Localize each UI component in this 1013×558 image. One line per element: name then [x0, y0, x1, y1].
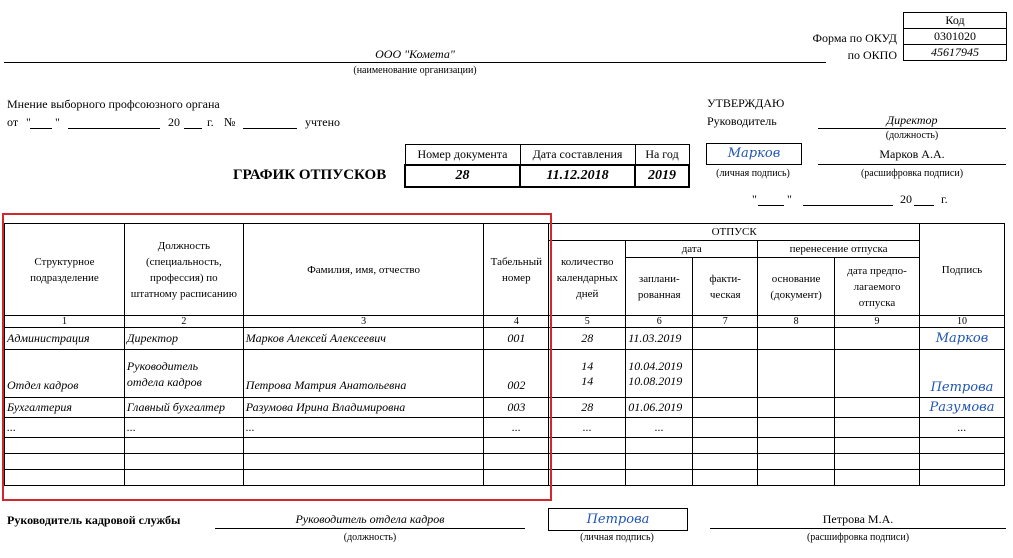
row-expected [835, 328, 920, 350]
row-planned: 01.06.2019 [626, 398, 693, 418]
row-planned-1: 10.04.2019 [628, 358, 683, 373]
row-days [549, 350, 626, 398]
org-line [4, 62, 826, 63]
okpo-label: по ОКПО [847, 48, 897, 62]
row-position: ... [124, 418, 243, 438]
doc-date: 11.12.2018 [520, 165, 635, 187]
row-tab: 003 [484, 398, 549, 418]
footer-signature: Петрова [548, 508, 688, 531]
codes-table [903, 12, 1007, 61]
doc-title: ГРАФИК ОТПУСКОВ [233, 167, 387, 183]
approve-position-caption: (должность) [885, 130, 939, 141]
union-opinion: Мнение выборного профсоюзного органа [7, 97, 220, 111]
col-num-1: 1 [5, 316, 125, 328]
header-actual: факти- ческая [693, 258, 758, 316]
row-planned-2: 10.08.2019 [628, 373, 683, 388]
approve-decoding-caption: (расшифровка подписи) [860, 168, 964, 179]
approve-signature-caption: (личная подпись) [716, 168, 790, 179]
row-days: 28 [549, 398, 626, 418]
row-position-line2: отдела кадров [126, 374, 202, 389]
row-dept: Администрация [5, 328, 125, 350]
row-expected [835, 418, 920, 438]
approve-signature: Марков [706, 143, 802, 165]
row-expected [835, 350, 920, 398]
row-tab: 002 [484, 350, 549, 398]
header-vacation: ОТПУСК [549, 224, 920, 241]
row-planned: ... [626, 418, 693, 438]
approve-decoding-line [818, 164, 1006, 165]
col-num-2: 2 [124, 316, 243, 328]
col-num-5: 5 [549, 316, 626, 328]
row-name: Петрова Матрия Анатольевна [243, 350, 484, 398]
header-sign: Подпись [919, 224, 1004, 316]
header-dept: Структурное подразделение [5, 224, 125, 316]
doc-year-header: На год [635, 145, 689, 165]
row-days-1: 14 [581, 358, 594, 373]
footer-label: Руководитель кадровой службы [7, 513, 181, 527]
row-signature: Петрова [930, 380, 994, 395]
approve-head-label: Руководитель [707, 114, 777, 128]
doc-date-header: Дата составления [520, 145, 635, 165]
footer-position: Руководитель отдела кадров [295, 512, 445, 526]
header-position: Должность (специальность, профессия) по штатному расписанию [124, 224, 243, 316]
row-days: 28 [549, 328, 626, 350]
col-num-8: 8 [758, 316, 835, 328]
header-basis: основание (документ) [758, 258, 835, 316]
row-position-line1: Руководитель [126, 358, 199, 373]
header-tab: Табельный номер [484, 224, 549, 316]
row-position: Главный бухгалтер [124, 398, 243, 418]
col-num-7: 7 [693, 316, 758, 328]
header-expected: дата предпо- лагаемого отпуска [835, 258, 920, 316]
row-tab: 001 [484, 328, 549, 350]
union-year-prefix: 20 [168, 115, 180, 129]
approve-year-line [914, 205, 934, 206]
row-expected [835, 398, 920, 418]
header-name: Фамилия, имя, отчество [243, 224, 484, 316]
row-signature: Марков [935, 331, 989, 346]
row-signature: ... [919, 418, 1004, 438]
union-from: от [7, 115, 19, 129]
approve-month-line [803, 205, 893, 206]
footer-decoding-line [710, 528, 1006, 529]
row-tab: ... [484, 418, 549, 438]
row-name: ... [243, 418, 484, 438]
row-signature: Разумова [929, 400, 995, 415]
row-actual [693, 328, 758, 350]
footer-position-line [215, 528, 525, 529]
okud-label: Форма по ОКУД [812, 31, 897, 45]
union-number-line [243, 128, 297, 129]
header-planned: заплани- рованная [626, 258, 693, 316]
union-taken: учтено [305, 115, 341, 129]
union-month-line [68, 128, 160, 129]
header-transfer: перенесение отпуска [758, 241, 920, 258]
approve-position: Директор [886, 113, 938, 127]
footer-position-caption: (должность) [343, 532, 397, 543]
approve-quote-open: " [752, 192, 757, 206]
row-planned [626, 350, 693, 398]
doc-number-table [404, 144, 690, 188]
org-caption: (наименование организации) [353, 65, 477, 76]
row-actual [693, 398, 758, 418]
row-planned: 11.03.2019 [626, 328, 693, 350]
union-year-suffix: г. [207, 115, 214, 129]
approve-year-prefix: 20 [900, 192, 912, 206]
approve-decoding: Марков А.А. [879, 147, 945, 161]
row-days: ... [549, 418, 626, 438]
row-position: Директор [124, 328, 243, 350]
row-basis [758, 398, 835, 418]
highlight-box [2, 213, 552, 501]
row-days-2: 14 [581, 373, 594, 388]
row-name: Разумова Ирина Владимировна [243, 398, 484, 418]
union-year-line [184, 128, 202, 129]
header-date: дата [626, 241, 758, 258]
okpo-value: 45617945 [904, 45, 1007, 61]
col-num-6: 6 [626, 316, 693, 328]
footer-decoding-caption: (расшифровка подписи) [806, 532, 910, 543]
union-quote-close: " [55, 115, 60, 129]
footer-signature-caption: (личная подпись) [580, 532, 654, 543]
code-label: Код [904, 13, 1007, 29]
header-days: количество календарных дней [549, 241, 626, 316]
col-num-4: 4 [484, 316, 549, 328]
row-basis [758, 418, 835, 438]
col-num-9: 9 [835, 316, 920, 328]
approve-title: УТВЕРЖДАЮ [707, 96, 785, 110]
footer-decoding: Петрова М.А. [822, 512, 894, 526]
row-actual [693, 350, 758, 398]
row-dept: Отдел кадров [5, 350, 125, 398]
org-name: ООО "Комета" [375, 47, 455, 61]
okud-value: 0301020 [904, 29, 1007, 45]
approve-position-line [818, 128, 1006, 129]
row-dept: Бухгалтерия [5, 398, 125, 418]
doc-year: 2019 [635, 165, 689, 187]
approve-quote-close: " [787, 192, 792, 206]
approve-year-suffix: г. [941, 192, 948, 206]
doc-number-header: Номер документа [405, 145, 520, 165]
doc-number: 28 [405, 165, 520, 187]
row-basis [758, 350, 835, 398]
row-basis [758, 328, 835, 350]
row-name: Марков Алексей Алексеевич [243, 328, 484, 350]
union-day-line [30, 128, 52, 129]
union-quote-open: " [26, 115, 31, 129]
col-num-3: 3 [243, 316, 484, 328]
col-num-10: 10 [919, 316, 1004, 328]
approve-day-line [758, 205, 784, 206]
row-actual [693, 418, 758, 438]
union-number-sign: № [224, 115, 236, 129]
row-dept: ... [5, 418, 125, 438]
